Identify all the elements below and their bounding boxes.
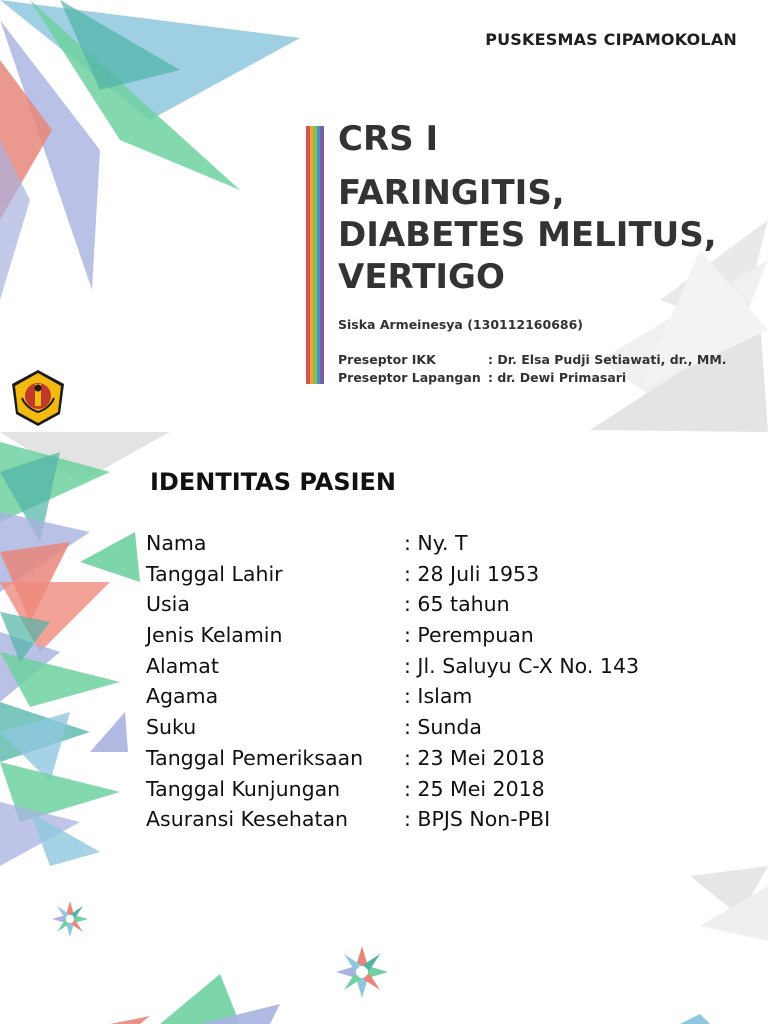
field-value: : Sunda [404, 715, 482, 740]
starburst-icon [336, 946, 388, 998]
accent-color-bar [306, 126, 324, 384]
field-label: Agama [146, 684, 219, 709]
identity-row [146, 804, 639, 835]
identity-row [146, 743, 639, 774]
field-label: Jenis Kelamin [146, 623, 283, 648]
identity-row [146, 651, 639, 682]
field-label: Tanggal Lahir [146, 561, 283, 586]
patient-identity-list [146, 528, 639, 835]
field-value: : 23 Mei 2018 [404, 745, 545, 770]
diagnosis-line: VERTIGO [338, 257, 505, 297]
field-value: : 65 tahun [404, 592, 510, 617]
field-value: : Ny. T [404, 531, 468, 555]
identity-row [146, 559, 639, 590]
field-label: Alamat [146, 653, 219, 678]
diagnosis-line: FARINGITIS, [338, 173, 565, 213]
title-slide [0, 0, 768, 432]
preceptor-role: Preseptor IKK [338, 352, 436, 367]
author-name: Siska Armeinesya (130112160686) [338, 317, 584, 332]
patient-identity-slide [0, 432, 768, 866]
section-title: IDENTITAS PASIEN [150, 468, 397, 496]
identity-row [146, 774, 639, 805]
field-label: Suku [146, 715, 197, 740]
preceptor-row [338, 369, 727, 387]
field-value: : 25 Mei 2018 [404, 776, 545, 801]
identity-row [146, 681, 639, 712]
identity-row [146, 528, 639, 559]
field-label: Usia [146, 592, 190, 617]
preceptor-name: : dr. Dewi Primasari [488, 370, 627, 385]
university-crest-icon [8, 368, 68, 428]
preceptor-name: : Dr. Elsa Pudji Setiawati, dr., MM. [488, 352, 727, 367]
preceptor-list [338, 351, 727, 387]
field-value: : 28 Juli 1953 [404, 561, 540, 586]
crs-label: CRS I [338, 119, 439, 159]
field-value: : Jl. Saluyu C-X No. 143 [404, 653, 640, 678]
preceptor-role: Preseptor Lapangan [338, 370, 481, 385]
next-slide-preview [0, 866, 768, 1024]
field-value: : Perempuan [404, 623, 534, 648]
starburst-icon [52, 901, 88, 937]
organization-name: PUSKESMAS CIPAMOKOLAN [485, 30, 737, 49]
field-label: Tanggal Pemeriksaan [146, 745, 364, 770]
diagnosis-line: DIABETES MELITUS, [338, 215, 717, 255]
preceptor-row [338, 351, 727, 369]
title-block [338, 118, 758, 298]
field-label: Tanggal Kunjungan [146, 776, 341, 801]
identity-row [146, 589, 639, 620]
field-value: : BPJS Non-PBI [404, 807, 551, 832]
identity-row [146, 712, 639, 743]
field-label: Nama [146, 531, 207, 555]
field-label: Asuransi Kesehatan [146, 807, 349, 832]
field-value: : Islam [404, 684, 473, 709]
identity-row [146, 620, 639, 651]
decorative-shapes [0, 866, 768, 1024]
